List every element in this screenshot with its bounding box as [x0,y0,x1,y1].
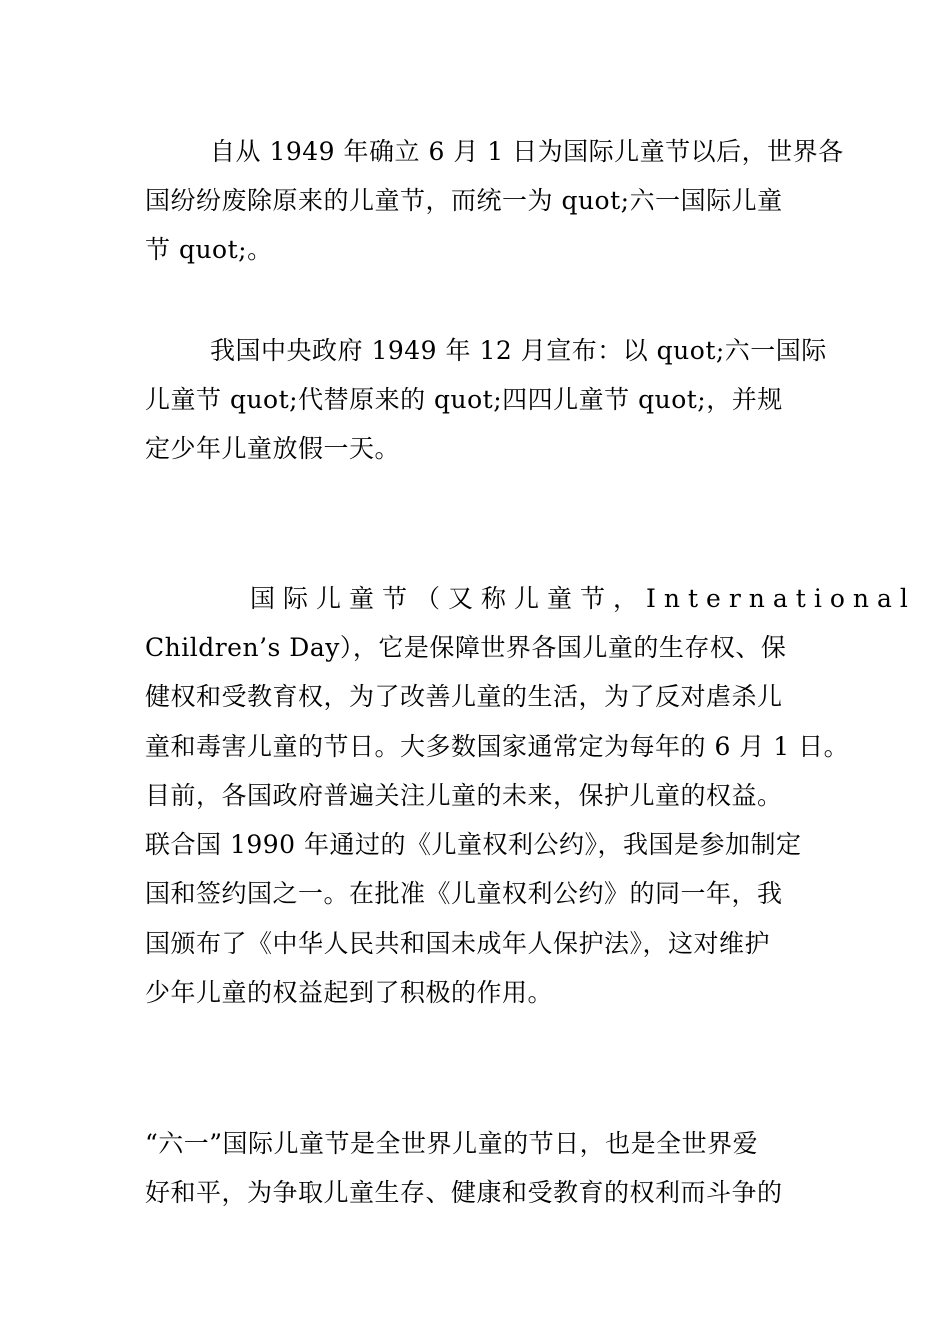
paragraph-line: 健权和受教育权，为了改善儿童的生活，为了反对虐杀儿 [145,682,783,711]
paragraph-line: 我国中央政府 1949 年 12 月宣布：以 quot;六一国际 [210,336,827,365]
paragraph-line: 童和毒害儿童的节日。大多数国家通常定为每年的 6 月 1 日。 [145,732,850,761]
paragraph-line: 好和平，为争取儿童生存、健康和受教育的权利而斗争的 [145,1178,783,1207]
paragraph-line: 目前，各国政府普遍关注儿童的未来，保护儿童的权益。 [145,781,783,810]
paragraph-line: 国际儿童节（又称儿童节，International [250,584,916,613]
paragraph-line: 国颁布了《中华人民共和国未成年人保护法》，这对维护 [145,929,771,958]
paragraph-line: 国纷纷废除原来的儿童节，而统一为 quot;六一国际儿童 [145,186,783,215]
paragraph-line: “六一”国际儿童节是全世界儿童的节日，也是全世界爱 [145,1129,759,1158]
paragraph-line: 少年儿童的权益起到了积极的作用。 [145,978,554,1007]
paragraph-line: 节 quot;。 [145,235,273,264]
paragraph-line: 自从 1949 年确立 6 月 1 日为国际儿童节以后，世界各 [210,137,844,166]
paragraph-line: 联合国 1990 年通过的《儿童权利公约》，我国是参加制定 [145,830,802,859]
paragraph-line: Children’s Day），它是保障世界各国儿童的生存权、保 [145,633,787,662]
paragraph-line: 定少年儿童放假一天。 [145,434,401,463]
paragraph-line: 儿童节 quot;代替原来的 quot;四四儿童节 quot;，并规 [145,385,783,414]
paragraph-line: 国和签约国之一。在批准《儿童权利公约》的同一年，我 [145,879,783,908]
